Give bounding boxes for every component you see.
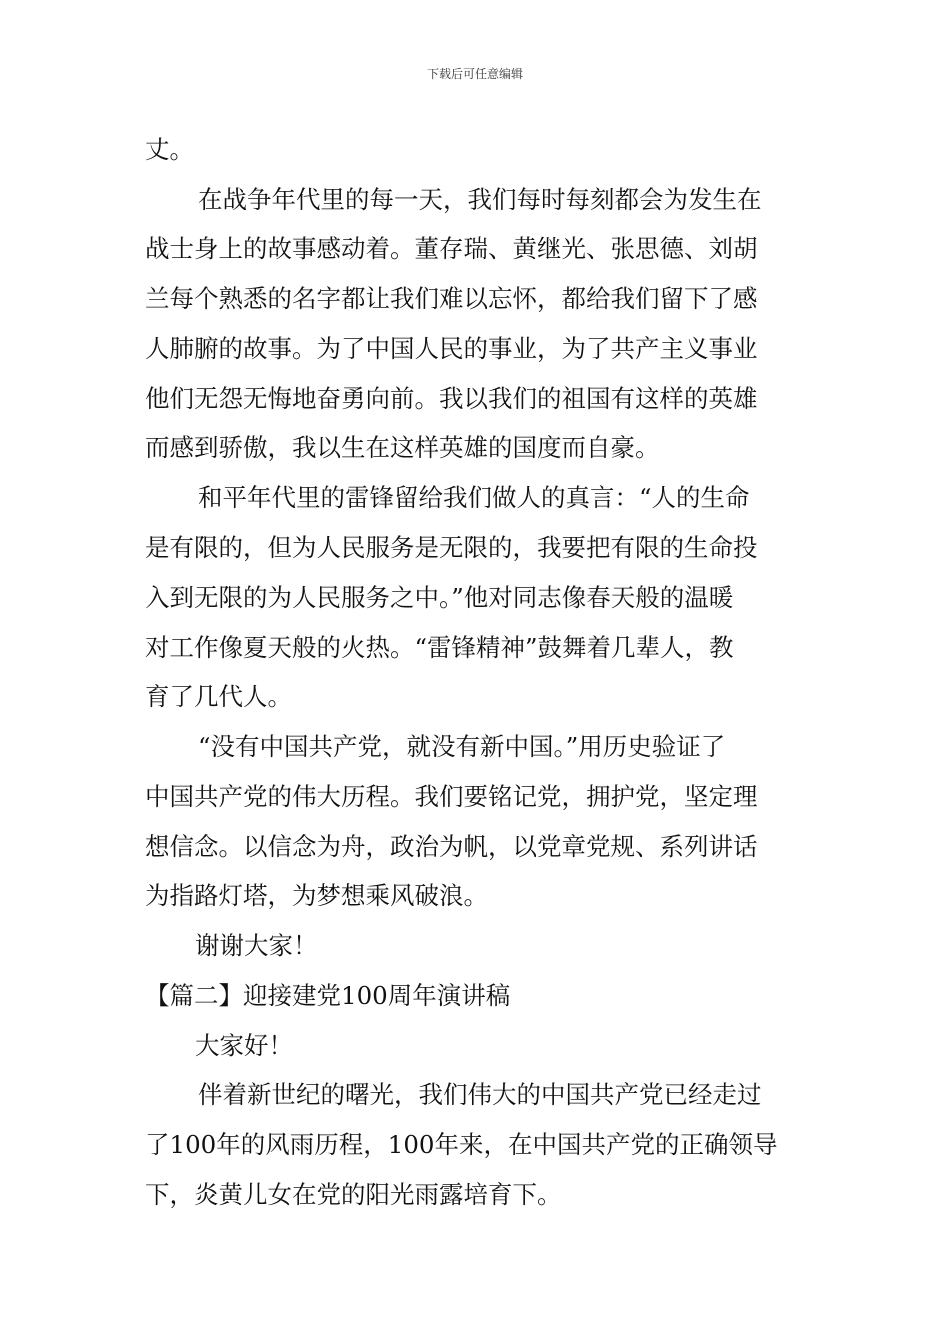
text-line-21: 了100年的风雨历程，100年来，在中国共产党的正确领导 <box>145 1130 778 1159</box>
text-line-8: 和平年代里的雷锋留给我们做人的真言：“人的生命 <box>198 483 750 512</box>
text-line-16: 为指路灯塔，为梦想乘风破浪。 <box>145 881 488 910</box>
text-line-9: 是有限的，但为人民服务是无限的，我要把有限的生命投 <box>145 533 758 562</box>
text-line-1: 丈。 <box>145 135 194 164</box>
text-line-3: 战士身上的故事感动着。董存瑞、黄继光、张思德、刘胡 <box>145 234 758 263</box>
text-line-19: 大家好！ <box>195 1031 293 1060</box>
text-line-15: 想信念。以信念为舟，政治为帆，以党章党规、系列讲话 <box>145 832 758 861</box>
text-line-7: 而感到骄傲，我以生在这样英雄的国度而自豪。 <box>145 433 660 462</box>
text-line-5: 人肺腑的故事。为了中国人民的事业，为了共产主义事业 <box>145 334 758 363</box>
text-line-20: 伴着新世纪的曙光，我们伟大的中国共产党已经走过 <box>198 1080 762 1109</box>
text-line-6: 他们无怨无悔地奋勇向前。我以我们的祖国有这样的英雄 <box>145 384 758 413</box>
text-line-22: 下，炎黄儿女在党的阳光雨露培育下。 <box>145 1180 562 1209</box>
page-header: 下载后可任意编辑 <box>426 67 523 81</box>
text-line-10: 入到无限的为人民服务之中。”他对同志像春天般的温暖 <box>145 583 734 612</box>
text-line-2: 在战争年代里的每一天，我们每时每刻都会为发生在 <box>198 185 762 214</box>
text-line-11: 对工作像夏天般的火热。“雷锋精神”鼓舞着几辈人，教 <box>145 633 734 662</box>
text-line-4: 兰每个熟悉的名字都让我们难以忘怀，都给我们留下了感 <box>145 284 758 313</box>
text-line-13: “没有中国共产党，就没有新中国。”用历史验证了 <box>198 732 726 761</box>
text-line-17: 谢谢大家！ <box>195 931 318 960</box>
text-line-12: 育了几代人。 <box>145 682 292 711</box>
section-heading: 【篇二】迎接建党100周年演讲稿 <box>145 981 511 1010</box>
text-line-14: 中国共产党的伟大历程。我们要铭记党，拥护党，坚定理 <box>145 782 758 811</box>
